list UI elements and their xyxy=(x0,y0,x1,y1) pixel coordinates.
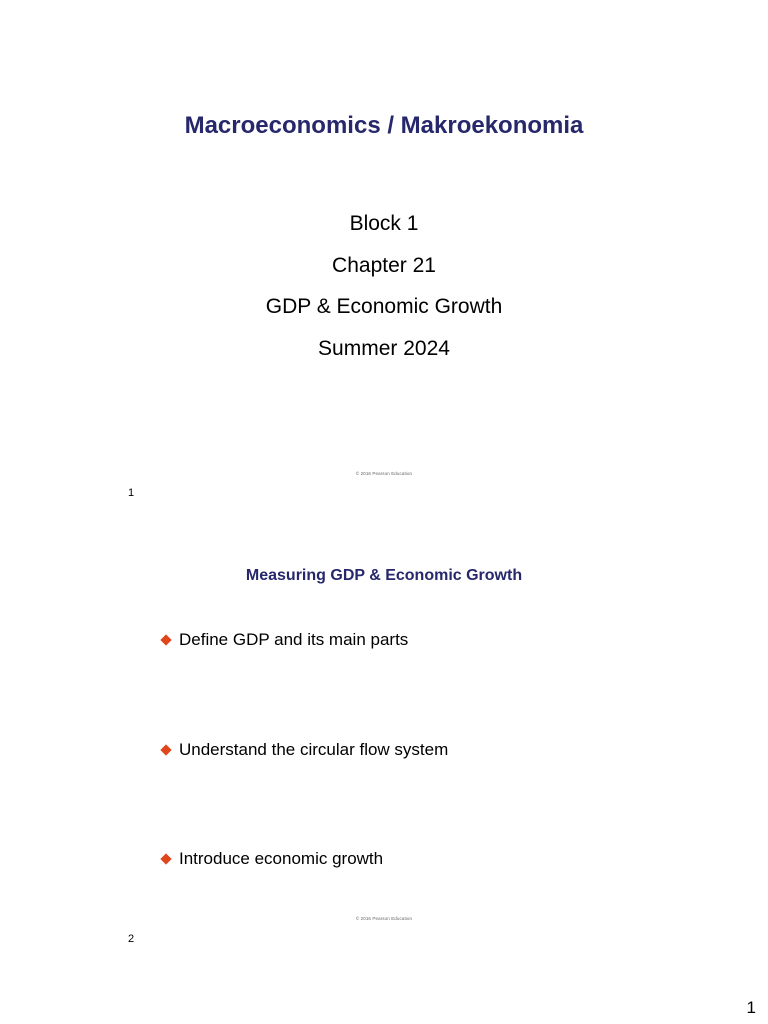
diamond-bullet-icon xyxy=(160,744,171,755)
slide-1-chapter-line: Chapter 21 xyxy=(332,254,436,277)
diamond-bullet-icon xyxy=(160,853,171,864)
slide-1-copyright: © 2016 Pearson Education xyxy=(355,471,413,476)
slide-1-title: Macroeconomics / Makroekonomia xyxy=(184,112,584,139)
page-number: 1 xyxy=(746,998,756,1017)
bullet-item xyxy=(160,630,408,650)
slide-1-topic-line: GDP & Economic Growth xyxy=(265,295,503,318)
slide-1-block-line: Block 1 xyxy=(349,212,419,235)
slide-1-number: 1 xyxy=(128,487,135,499)
slide-2-copyright: © 2016 Pearson Education xyxy=(355,916,413,921)
bullet-text: Define GDP and its main parts xyxy=(179,630,409,649)
bullet-item xyxy=(160,849,383,869)
diamond-bullet-icon xyxy=(160,634,171,645)
slide-2-title: Measuring GDP & Economic Growth xyxy=(245,567,523,584)
bullet-item xyxy=(160,740,448,760)
bullet-text: Introduce economic growth xyxy=(179,849,384,868)
bullet-text: Understand the circular flow system xyxy=(179,740,449,759)
slide-2-number: 2 xyxy=(128,933,135,945)
slide-1-term-line: Summer 2024 xyxy=(318,337,450,360)
